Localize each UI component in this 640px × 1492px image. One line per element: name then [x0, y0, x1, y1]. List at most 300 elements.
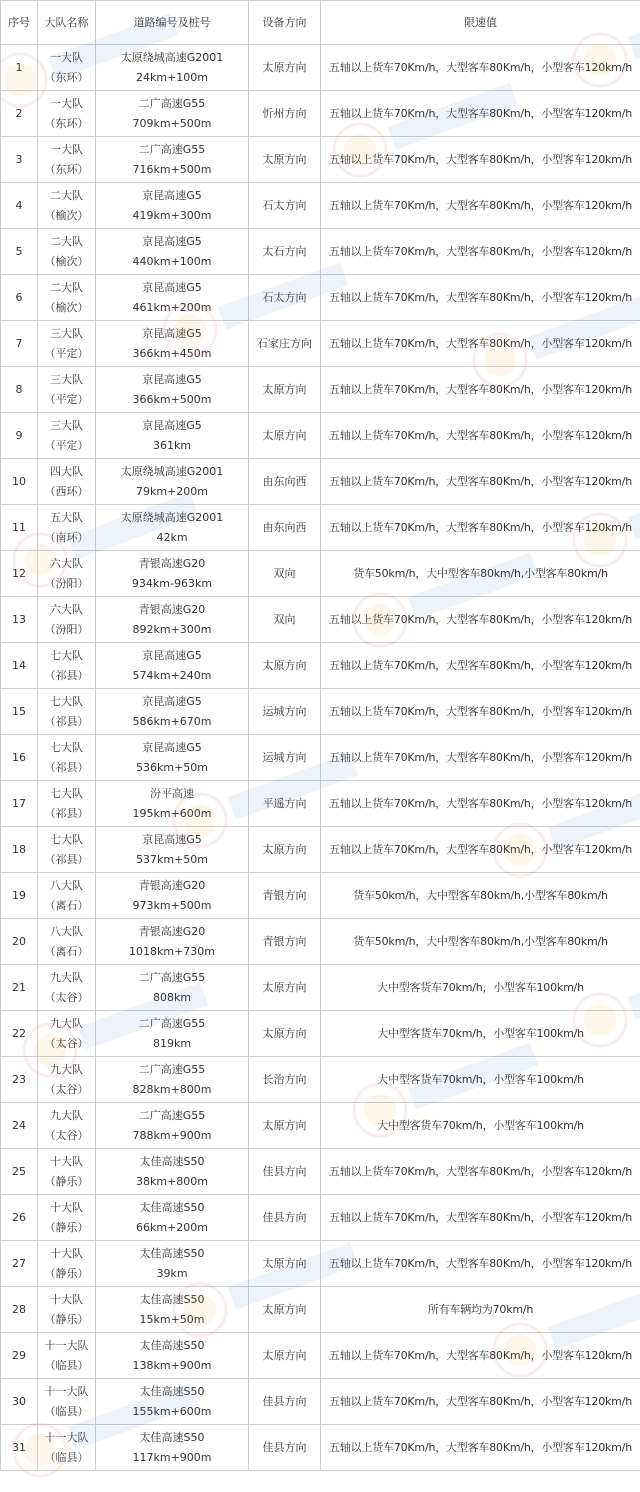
brigade-area: （东环）	[44, 70, 89, 84]
brigade-name: 九大队	[50, 1016, 83, 1030]
brigade-name: 十一大队	[44, 1338, 89, 1352]
cell-direction: 佳县方向	[249, 1379, 321, 1425]
cell-brigade	[38, 919, 96, 965]
table-header-row	[1, 1, 640, 45]
cell-limit: 五轴以上货车70Km/h，大型客车80Km/h，小型客车120km/h	[321, 45, 640, 91]
cell-direction: 太原方向	[249, 1287, 321, 1333]
cell-road	[96, 781, 249, 827]
cell-limit: 五轴以上货车70Km/h，大型客车80Km/h，小型客车120km/h	[321, 1241, 640, 1287]
cell-road	[96, 1103, 249, 1149]
brigade-name: 七大队	[50, 648, 83, 662]
road-name: 太佳高速S50	[139, 1246, 205, 1260]
road-name: 二广高速G55	[138, 1108, 206, 1122]
road-stake: 973km+500m	[132, 898, 212, 912]
road-name: 青银高速G20	[138, 878, 206, 892]
table-row	[1, 459, 640, 505]
cell-no: 15	[1, 689, 38, 735]
cell-road	[96, 137, 249, 183]
table-row	[1, 735, 640, 781]
road-stake: 15km+50m	[139, 1312, 205, 1326]
road-name: 汾平高速	[150, 786, 194, 800]
cell-direction: 佳县方向	[249, 1195, 321, 1241]
road-stake: 440km+100m	[132, 254, 212, 268]
road-name: 太佳高速S50	[139, 1154, 205, 1168]
brigade-name: 五大队	[50, 510, 83, 524]
table-row	[1, 597, 640, 643]
cell-no: 30	[1, 1379, 38, 1425]
brigade-area: （平定）	[44, 392, 89, 406]
cell-road	[96, 183, 249, 229]
cell-limit: 五轴以上货车70Km/h，大型客车80Km/h，小型客车120km/h	[321, 1379, 640, 1425]
brigade-name: 九大队	[50, 1062, 83, 1076]
cell-direction: 运城方向	[249, 735, 321, 781]
header-no: 序号	[1, 1, 38, 45]
brigade-area: （东环）	[44, 162, 89, 176]
cell-direction: 太原方向	[249, 45, 321, 91]
cell-direction: 太石方向	[249, 229, 321, 275]
road-stake: 536km+50m	[135, 760, 208, 774]
cell-direction: 太原方向	[249, 367, 321, 413]
table-row	[1, 137, 640, 183]
brigade-area: （离石）	[44, 944, 89, 958]
cell-brigade	[38, 1241, 96, 1287]
brigade-area: （静乐）	[44, 1266, 89, 1280]
cell-brigade	[38, 275, 96, 321]
table-row	[1, 643, 640, 689]
road-stake: 934km-963km	[131, 576, 213, 590]
brigade-name: 十一大队	[44, 1384, 89, 1398]
cell-road	[96, 1241, 249, 1287]
brigade-area: （汾阳）	[44, 576, 89, 590]
brigade-name: 七大队	[50, 832, 83, 846]
brigade-area: （祁县）	[44, 806, 89, 820]
header-direction: 设备方向	[249, 1, 321, 45]
cell-limit: 五轴以上货车70Km/h，大型客车80Km/h，小型客车120km/h	[321, 137, 640, 183]
cell-limit: 五轴以上货车70Km/h，大型客车80Km/h，小型客车120km/h	[321, 229, 640, 275]
cell-brigade	[38, 1011, 96, 1057]
brigade-area: （临县）	[44, 1450, 89, 1464]
road-stake: 366km+450m	[132, 346, 212, 360]
cell-direction: 太原方向	[249, 1103, 321, 1149]
table-row	[1, 367, 640, 413]
cell-road	[96, 965, 249, 1011]
road-name: 太佳高速S50	[139, 1430, 205, 1444]
cell-no: 12	[1, 551, 38, 597]
cell-limit: 大中型客货车70km/h，小型客车100km/h	[321, 965, 640, 1011]
cell-no: 5	[1, 229, 38, 275]
cell-brigade	[38, 735, 96, 781]
table-row	[1, 45, 640, 91]
road-stake: 79km+200m	[135, 484, 208, 498]
road-name: 太佳高速S50	[139, 1338, 205, 1352]
table-row	[1, 1241, 640, 1287]
road-name: 京昆高速G5	[142, 418, 202, 432]
cell-no: 3	[1, 137, 38, 183]
cell-brigade	[38, 1103, 96, 1149]
cell-no: 11	[1, 505, 38, 551]
cell-limit: 五轴以上货车70Km/h，大型客车80Km/h，小型客车120km/h	[321, 367, 640, 413]
cell-brigade	[38, 1149, 96, 1195]
brigade-name: 十大队	[50, 1246, 83, 1260]
cell-direction: 长治方向	[249, 1057, 321, 1103]
brigade-name: 二大队	[50, 234, 83, 248]
road-name: 京昆高速G5	[142, 648, 202, 662]
cell-direction: 太原方向	[249, 1333, 321, 1379]
cell-road	[96, 827, 249, 873]
cell-brigade	[38, 459, 96, 505]
cell-brigade	[38, 597, 96, 643]
table-row	[1, 1379, 640, 1425]
cell-road	[96, 367, 249, 413]
brigade-name: 一大队	[50, 142, 83, 156]
cell-brigade	[38, 1379, 96, 1425]
road-stake: 361km	[152, 438, 192, 452]
brigade-area: （祁县）	[44, 668, 89, 682]
table-row	[1, 1103, 640, 1149]
brigade-area: （榆次）	[44, 300, 89, 314]
table-row	[1, 505, 640, 551]
cell-no: 31	[1, 1425, 38, 1471]
brigade-name: 九大队	[50, 1108, 83, 1122]
brigade-area: （太谷）	[44, 1128, 89, 1142]
cell-direction: 太原方向	[249, 1241, 321, 1287]
table-row	[1, 873, 640, 919]
brigade-area: （榆次）	[44, 254, 89, 268]
cell-brigade	[38, 1333, 96, 1379]
cell-direction: 石太方向	[249, 275, 321, 321]
brigade-name: 七大队	[50, 740, 83, 754]
road-stake: 461km+200m	[132, 300, 212, 314]
cell-no: 22	[1, 1011, 38, 1057]
table-row	[1, 1195, 640, 1241]
cell-brigade	[38, 91, 96, 137]
cell-road	[96, 229, 249, 275]
cell-direction: 佳县方向	[249, 1149, 321, 1195]
brigade-name: 七大队	[50, 694, 83, 708]
cell-no: 7	[1, 321, 38, 367]
table-row	[1, 965, 640, 1011]
brigade-area: （祁县）	[44, 852, 89, 866]
cell-road	[96, 1057, 249, 1103]
cell-brigade	[38, 1057, 96, 1103]
road-stake: 709km+500m	[132, 116, 212, 130]
brigade-area: （静乐）	[44, 1174, 89, 1188]
brigade-area: （南环）	[44, 530, 89, 544]
cell-direction: 双向	[249, 551, 321, 597]
cell-direction: 太原方向	[249, 827, 321, 873]
cell-limit: 大中型客货车70km/h，小型客车100km/h	[321, 1103, 640, 1149]
brigade-name: 六大队	[50, 556, 83, 570]
brigade-area: （静乐）	[44, 1312, 89, 1326]
road-name: 太佳高速S50	[139, 1384, 205, 1398]
brigade-name: 八大队	[50, 878, 83, 892]
cell-no: 9	[1, 413, 38, 459]
road-name: 京昆高速G5	[142, 832, 202, 846]
header-brigade: 大队名称	[38, 1, 96, 45]
cell-direction: 太原方向	[249, 1011, 321, 1057]
brigade-name: 十大队	[50, 1292, 83, 1306]
cell-limit: 所有车辆均为70km/h	[321, 1287, 640, 1333]
road-stake: 42km	[156, 530, 188, 544]
header-limit: 限速值	[321, 1, 640, 45]
brigade-area: （榆次）	[44, 208, 89, 222]
cell-brigade	[38, 183, 96, 229]
brigade-name: 十一大队	[44, 1430, 89, 1444]
cell-no: 4	[1, 183, 38, 229]
cell-limit: 五轴以上货车70Km/h，大型客车80Km/h，小型客车120km/h	[321, 505, 640, 551]
cell-direction: 双向	[249, 597, 321, 643]
cell-no: 6	[1, 275, 38, 321]
cell-brigade	[38, 965, 96, 1011]
header-road: 道路编号及桩号	[96, 1, 249, 45]
table-row	[1, 551, 640, 597]
table-row	[1, 229, 640, 275]
cell-road	[96, 643, 249, 689]
table-row	[1, 1149, 640, 1195]
cell-brigade	[38, 1425, 96, 1471]
table-row	[1, 1333, 640, 1379]
brigade-area: （太谷）	[44, 990, 89, 1004]
cell-limit: 大中型客货车70km/h，小型客车100km/h	[321, 1057, 640, 1103]
cell-no: 17	[1, 781, 38, 827]
road-name: 太佳高速S50	[139, 1200, 205, 1214]
cell-brigade	[38, 551, 96, 597]
road-stake: 155km+600m	[132, 1404, 212, 1418]
cell-direction: 由东向西	[249, 505, 321, 551]
cell-limit: 货车50km/h，大中型客车80km/h,小型客车80km/h	[321, 919, 640, 965]
cell-road	[96, 551, 249, 597]
cell-no: 23	[1, 1057, 38, 1103]
cell-brigade	[38, 367, 96, 413]
cell-limit: 五轴以上货车70Km/h，大型客车80Km/h，小型客车120km/h	[321, 1195, 640, 1241]
cell-brigade	[38, 827, 96, 873]
brigade-name: 十大队	[50, 1200, 83, 1214]
cell-brigade	[38, 1195, 96, 1241]
cell-brigade	[38, 45, 96, 91]
cell-no: 26	[1, 1195, 38, 1241]
road-stake: 586km+670m	[132, 714, 212, 728]
cell-road	[96, 597, 249, 643]
brigade-area: （太谷）	[44, 1036, 89, 1050]
cell-no: 18	[1, 827, 38, 873]
cell-no: 24	[1, 1103, 38, 1149]
road-stake: 716km+500m	[132, 162, 212, 176]
brigade-name: 一大队	[50, 50, 83, 64]
cell-no: 21	[1, 965, 38, 1011]
road-name: 青银高速G20	[138, 924, 206, 938]
road-stake: 819km	[152, 1036, 192, 1050]
brigade-area: （祁县）	[44, 714, 89, 728]
brigade-area: （静乐）	[44, 1220, 89, 1234]
road-stake: 419km+300m	[132, 208, 212, 222]
table-row	[1, 689, 640, 735]
table-row	[1, 183, 640, 229]
cell-limit: 五轴以上货车70Km/h，大型客车80Km/h，小型客车120km/h	[321, 827, 640, 873]
cell-limit: 货车50km/h，大中型客车80km/h,小型客车80km/h	[321, 873, 640, 919]
cell-direction: 太原方向	[249, 965, 321, 1011]
brigade-area: （太谷）	[44, 1082, 89, 1096]
cell-road	[96, 45, 249, 91]
cell-limit: 五轴以上货车70Km/h，大型客车80Km/h，小型客车120km/h	[321, 1425, 640, 1471]
cell-limit: 五轴以上货车70Km/h，大型客车80Km/h，小型客车120km/h	[321, 643, 640, 689]
brigade-name: 三大队	[50, 326, 83, 340]
table-body	[1, 45, 640, 1471]
cell-limit: 五轴以上货车70Km/h，大型客车80Km/h，小型客车120km/h	[321, 91, 640, 137]
cell-limit: 五轴以上货车70Km/h，大型客车80Km/h，小型客车120km/h	[321, 183, 640, 229]
cell-brigade	[38, 321, 96, 367]
cell-brigade	[38, 137, 96, 183]
road-stake: 892km+300m	[132, 622, 212, 636]
cell-no: 28	[1, 1287, 38, 1333]
road-stake: 574km+240m	[132, 668, 212, 682]
road-stake: 39km	[156, 1266, 188, 1280]
cell-no: 29	[1, 1333, 38, 1379]
road-name: 京昆高速G5	[142, 188, 202, 202]
table-row	[1, 1057, 640, 1103]
cell-direction: 由东向西	[249, 459, 321, 505]
brigade-name: 七大队	[50, 786, 83, 800]
brigade-name: 六大队	[50, 602, 83, 616]
cell-brigade	[38, 781, 96, 827]
road-stake: 828km+800m	[132, 1082, 212, 1096]
cell-direction: 青银方向	[249, 919, 321, 965]
brigade-area: （临县）	[44, 1404, 89, 1418]
brigade-name: 三大队	[50, 418, 83, 432]
cell-no: 10	[1, 459, 38, 505]
cell-road	[96, 689, 249, 735]
cell-limit: 五轴以上货车70Km/h，大型客车80Km/h，小型客车120km/h	[321, 597, 640, 643]
cell-road	[96, 1011, 249, 1057]
road-name: 二广高速G55	[138, 970, 206, 984]
table-row	[1, 275, 640, 321]
cell-brigade	[38, 689, 96, 735]
cell-limit: 货车50km/h，大中型客车80km/h,小型客车80km/h	[321, 551, 640, 597]
cell-limit: 五轴以上货车70Km/h，大型客车80Km/h，小型客车120km/h	[321, 321, 640, 367]
brigade-name: 三大队	[50, 372, 83, 386]
road-name: 青银高速G20	[138, 556, 206, 570]
brigade-area: （西环）	[44, 484, 89, 498]
road-stake: 24km+100m	[135, 70, 208, 84]
cell-limit: 五轴以上货车70Km/h，大型客车80Km/h，小型客车120km/h	[321, 413, 640, 459]
table-row	[1, 1425, 640, 1471]
road-stake: 537km+50m	[135, 852, 208, 866]
cell-direction: 石家庄方向	[249, 321, 321, 367]
road-stake: 1018km+730m	[128, 944, 215, 958]
road-name: 京昆高速G5	[142, 280, 202, 294]
table-row	[1, 91, 640, 137]
cell-no: 14	[1, 643, 38, 689]
road-name: 太佳高速S50	[139, 1292, 205, 1306]
cell-road	[96, 919, 249, 965]
cell-no: 2	[1, 91, 38, 137]
road-stake: 808km	[152, 990, 192, 1004]
cell-road	[96, 275, 249, 321]
cell-direction: 平遥方向	[249, 781, 321, 827]
brigade-area: （离石）	[44, 898, 89, 912]
cell-no: 20	[1, 919, 38, 965]
brigade-name: 十大队	[50, 1154, 83, 1168]
cell-road	[96, 505, 249, 551]
cell-road	[96, 1195, 249, 1241]
road-name: 太原绕城高速G2001	[120, 510, 224, 524]
table-row	[1, 919, 640, 965]
road-name: 太原绕城高速G2001	[120, 464, 224, 478]
brigade-area: （平定）	[44, 346, 89, 360]
cell-road	[96, 735, 249, 781]
cell-road	[96, 1149, 249, 1195]
brigade-area: （祁县）	[44, 760, 89, 774]
cell-brigade	[38, 1287, 96, 1333]
cell-road	[96, 1333, 249, 1379]
brigade-area: （平定）	[44, 438, 89, 452]
brigade-name: 二大队	[50, 280, 83, 294]
cell-limit: 五轴以上货车70Km/h，大型客车80Km/h，小型客车120km/h	[321, 1333, 640, 1379]
road-name: 二广高速G55	[138, 1016, 206, 1030]
cell-brigade	[38, 505, 96, 551]
brigade-area: （汾阳）	[44, 622, 89, 636]
cell-limit: 五轴以上货车70Km/h，大型客车80Km/h，小型客车120km/h	[321, 781, 640, 827]
road-name: 京昆高速G5	[142, 694, 202, 708]
table-row	[1, 781, 640, 827]
cell-road	[96, 413, 249, 459]
cell-direction: 佳县方向	[249, 1425, 321, 1471]
cell-no: 25	[1, 1149, 38, 1195]
cell-direction: 太原方向	[249, 137, 321, 183]
road-stake: 117km+900m	[132, 1450, 212, 1464]
road-name: 太原绕城高速G2001	[120, 50, 224, 64]
road-name: 二广高速G55	[138, 96, 206, 110]
cell-brigade	[38, 229, 96, 275]
cell-limit: 五轴以上货车70Km/h，大型客车80Km/h，小型客车120km/h	[321, 459, 640, 505]
road-name: 京昆高速G5	[142, 372, 202, 386]
cell-no: 13	[1, 597, 38, 643]
cell-no: 16	[1, 735, 38, 781]
cell-limit: 五轴以上货车70Km/h，大型客车80Km/h，小型客车120km/h	[321, 275, 640, 321]
brigade-name: 九大队	[50, 970, 83, 984]
road-stake: 366km+500m	[132, 392, 212, 406]
brigade-name: 八大队	[50, 924, 83, 938]
table-row	[1, 413, 640, 459]
road-stake: 38km+800m	[135, 1174, 208, 1188]
cell-road	[96, 873, 249, 919]
table-row	[1, 1011, 640, 1057]
brigade-area: （临县）	[44, 1358, 89, 1372]
cell-no: 27	[1, 1241, 38, 1287]
cell-limit: 大中型客货车70km/h，小型客车100km/h	[321, 1011, 640, 1057]
cell-no: 8	[1, 367, 38, 413]
cell-direction: 太原方向	[249, 413, 321, 459]
cell-road	[96, 1425, 249, 1471]
road-stake: 66km+200m	[135, 1220, 208, 1234]
brigade-name: 四大队	[50, 464, 83, 478]
road-name: 青银高速G20	[138, 602, 206, 616]
table-row	[1, 827, 640, 873]
cell-limit: 五轴以上货车70Km/h，大型客车80Km/h，小型客车120km/h	[321, 735, 640, 781]
brigade-area: （东环）	[44, 116, 89, 130]
road-stake: 788km+900m	[132, 1128, 212, 1142]
cell-direction: 忻州方向	[249, 91, 321, 137]
cell-road	[96, 1287, 249, 1333]
cell-no: 19	[1, 873, 38, 919]
cell-road	[96, 321, 249, 367]
road-stake: 195km+600m	[132, 806, 212, 820]
table-row	[1, 321, 640, 367]
brigade-name: 一大队	[50, 96, 83, 110]
road-name: 京昆高速G5	[142, 234, 202, 248]
cell-direction: 青银方向	[249, 873, 321, 919]
cell-road	[96, 459, 249, 505]
cell-brigade	[38, 643, 96, 689]
